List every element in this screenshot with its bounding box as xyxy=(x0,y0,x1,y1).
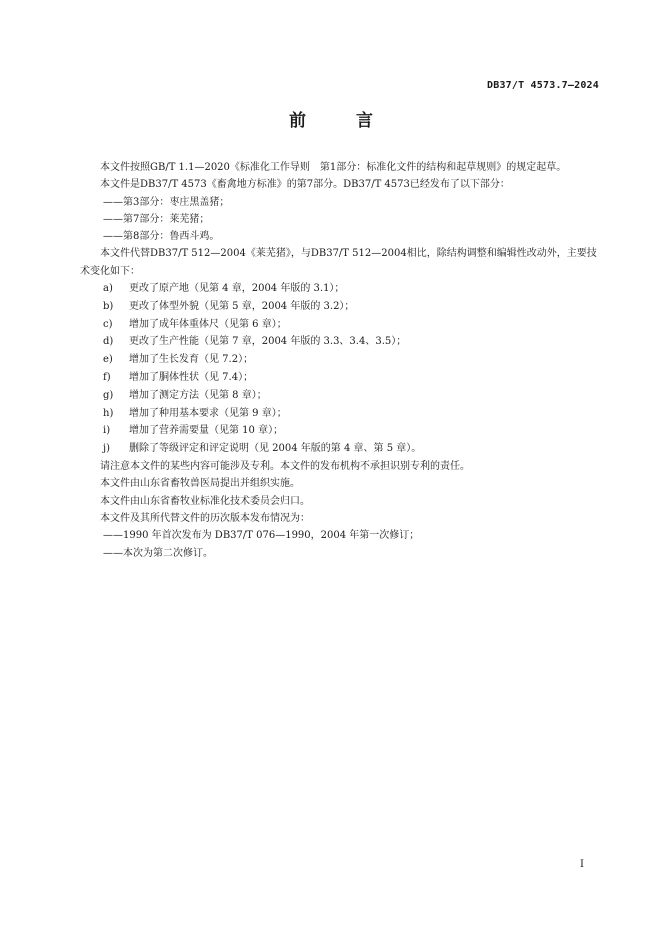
paragraph-part-info: 本文件是DB37/T 4573《畜禽地方标准》的第7部分。DB37/T 4573已经发布了以下部分： xyxy=(100,179,510,191)
paragraph-proposer: 本文件由山东省畜牧兽医局提出并组织实施。 xyxy=(100,478,300,490)
change-text: 增加了胴体性状（见 7.4）； xyxy=(129,372,254,384)
list-letter: i) xyxy=(103,425,111,437)
change-text: 更改了原产地（见第 4 章，2004 年版的 3.1）； xyxy=(129,283,345,295)
page-title: 前 言 xyxy=(289,111,395,131)
part-list-item: ——第8部分：鲁西斗鸡。 xyxy=(103,231,220,243)
list-letter: b) xyxy=(103,300,114,312)
change-list-item xyxy=(80,422,600,440)
change-text: 更改了体型外貌（见第 5 章，2004 年版的 3.2）； xyxy=(129,300,355,312)
change-list-item xyxy=(80,405,600,423)
list-letter: e) xyxy=(103,354,113,366)
change-text: 删除了等级评定和评定说明（见 2004 年版的第 4 章、第 5 章）。 xyxy=(129,443,422,455)
paragraph-committee: 本文件由山东省畜牧业标准化技术委员会归口。 xyxy=(100,495,310,507)
history-list-item: ——1990 年首次发布为 DB37/T 076—1990，2004 年第一次修订； xyxy=(103,530,420,542)
page-number: I xyxy=(580,859,584,870)
part-list-item: ——第3部分：枣庄黑盖猪； xyxy=(103,196,230,208)
paragraph-drafting-rules: 本文件按照GB/T 1.1—2020《标准化工作导则 第1部分：标准化文件的结构和起草规则》的规定起草。 xyxy=(100,162,567,173)
change-list-item xyxy=(80,369,600,387)
list-letter: a) xyxy=(103,283,113,295)
paragraph-patent-notice: 请注意本文件的某些内容可能涉及专利。本文件的发布机构不承担识别专利的责任。 xyxy=(100,461,470,473)
change-text: 更改了生产性能（见第 7 章，2004 年版的 3.3、3.4、3.5）； xyxy=(129,336,407,348)
change-text: 增加了营养需要量（见第 10 章）； xyxy=(129,425,284,437)
list-letter: h) xyxy=(103,407,114,419)
change-list-item xyxy=(80,298,600,316)
history-list-item: ——本次为第二次修订。 xyxy=(103,547,213,559)
change-text: 增加了测定方法（见第 8 章）； xyxy=(129,389,267,401)
list-letter: d) xyxy=(103,336,114,348)
change-list-item xyxy=(80,280,600,298)
part-list-item: ——第7部分：莱芜猪； xyxy=(103,213,210,225)
list-letter: j) xyxy=(103,443,111,455)
change-text: 增加了成年体重体尺（见第 6 章）； xyxy=(129,318,287,330)
change-text: 增加了种用基本要求（见第 9 章）； xyxy=(129,407,287,419)
change-list-item xyxy=(80,316,600,334)
change-list-item xyxy=(80,440,600,458)
list-letter: g) xyxy=(103,389,114,401)
paragraph-replacement: 本文件代替DB37/T 512—2004《莱芜猪》，与DB37/T 512—2004相比，除结构调整和编辑性改动外，主要技术变化如下： xyxy=(80,248,597,277)
standard-code: DB37/T 4573.7—2024 xyxy=(487,80,599,91)
change-text: 增加了生长发育（见 7.2）； xyxy=(129,354,254,366)
preface-body xyxy=(80,159,600,562)
change-list-item xyxy=(80,333,600,351)
list-letter: f) xyxy=(103,372,111,384)
list-letter: c) xyxy=(103,318,113,330)
paragraph-history-intro: 本文件及其所代替文件的历次版本发布情况为： xyxy=(100,512,310,524)
change-list-item xyxy=(80,351,600,369)
change-list-item xyxy=(80,387,600,405)
